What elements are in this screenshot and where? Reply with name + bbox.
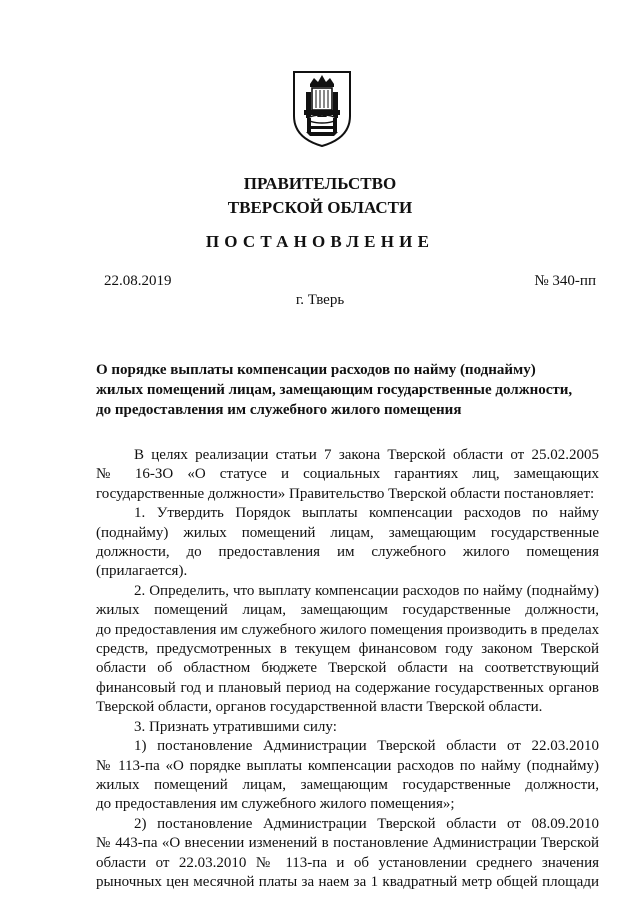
document-type-heading: ПОСТАНОВЛЕНИЕ (205, 232, 435, 251)
document-title (96, 360, 596, 420)
body-line: рыночных цен месячной платы за наем за 1 квадратный метр общей площади (96, 873, 599, 890)
body-line: финансовый год и плановый период на содержание государственных органов (96, 679, 599, 696)
body-line: (поднайму) жилых помещений лицам, замещающим государственные (96, 524, 599, 541)
document-city: г. Тверь (295, 292, 345, 308)
body-line: области об областном бюджете Тверской области на соответствующий (96, 660, 599, 677)
body-line: должности, до предоставления им служебного жилого помещения (96, 544, 599, 561)
document-date: 22.08.2019 (104, 273, 172, 289)
body-line: № 113-па «О порядке выплаты компенсации расходов по найму (поднайму) (96, 757, 599, 774)
body-line: жилых помещений лицам, замещающим государственные должности, (96, 776, 599, 793)
body-line: (прилагается). (96, 563, 188, 580)
organization-name (0, 172, 640, 220)
body-line: 2) постановление Администрации Тверской области от 08.09.2010 (134, 815, 599, 832)
body-line: до предоставления им служебного жилого помещения»; (96, 796, 455, 813)
body-line: № 16-ЗО «О статусе и социальных гарантиях лиц, замещающих (96, 466, 599, 483)
title-line: до предоставления им служебного жилого помещения (96, 402, 462, 418)
body-line: жилых помещений лицам, замещающим государственные должности, (96, 602, 599, 619)
body-line: 1. Утвердить Порядок выплаты компенсации расходов по найму (134, 505, 599, 522)
body-line: В целях реализации статьи 7 закона Тверской области от 25.02.2005 (134, 447, 599, 463)
document-body (96, 446, 599, 892)
body-line: области от 22.03.2010 № 113-па и об установлении среднего значения (96, 854, 599, 871)
body-line: государственные должности» Правительство Тверской области постановляет: (96, 485, 595, 502)
body-line: средств, предусмотренных в текущем финансовом году законом Тверской (96, 641, 599, 658)
org-line-1: ПРАВИТЕЛЬСТВО (243, 174, 397, 193)
coat-of-arms-icon (292, 70, 352, 148)
body-line: 1) постановление Администрации Тверской области от 22.03.2010 (134, 738, 599, 755)
title-line: жилых помещений лицам, замещающим государственные должности, (96, 382, 573, 398)
org-line-2: ТВЕРСКОЙ ОБЛАСТИ (227, 198, 413, 217)
body-line: № 443-па «О внесении изменений в постановление Администрации Тверской (96, 835, 599, 852)
title-line: О порядке выплаты компенсации расходов по найму (поднайму) (96, 362, 536, 378)
body-line: Тверской области, органов государственной власти Тверской области. (96, 699, 543, 716)
document-number: № 340-пп (534, 273, 596, 289)
body-line: до предоставления им служебного жилого помещения производить в пределах (96, 621, 600, 638)
body-line: 3. Признать утратившими силу: (134, 718, 337, 735)
body-line: 2. Определить, что выплату компенсации расходов по найму (поднайму) (134, 582, 599, 599)
